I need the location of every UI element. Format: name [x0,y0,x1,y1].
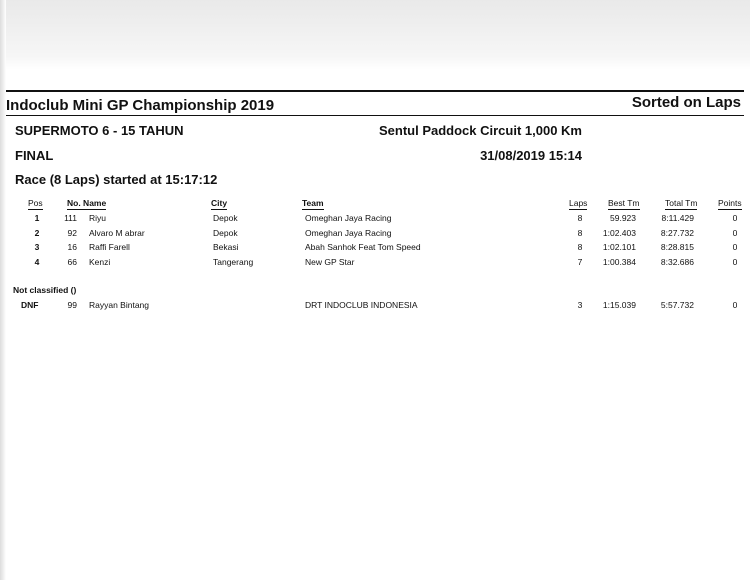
total-time-cell: 5:57.732 [660,300,694,310]
datetime-label: 31/08/2019 15:14 [480,148,582,163]
table-row [0,300,750,314]
laps-cell: 8 [577,228,583,238]
not-classified-heading: Not classified () [13,285,77,295]
table-row [0,228,750,242]
table-row [0,242,750,256]
name-cell: Raffi Farell [89,242,130,252]
col-no-name: No. Name [67,198,107,208]
sort-label: Sorted on Laps [631,94,741,111]
team-cell: Abah Sanhok Feat Tom Speed [305,242,421,252]
total-time-cell: 8:28.815 [660,242,694,252]
total-time-cell: 8:11.429 [661,213,694,223]
col-city: City [211,198,228,208]
name-cell: Alvaro M abrar [89,228,145,238]
col-best: Best Tm [608,198,640,208]
pos-cell: 4 [34,257,40,267]
total-time-cell: 8:27.732 [660,228,694,238]
team-cell: DRT INDOCLUB INDONESIA [305,300,418,310]
name-cell: Riyu [89,213,107,223]
number-cell: 92 [67,228,77,238]
best-time-cell: 1:15.039 [602,300,636,310]
team-cell: Omeghan Jaya Racing [305,228,392,238]
number-cell: 16 [67,242,77,252]
team-cell: Omeghan Jaya Racing [305,213,392,223]
city-cell: Bekasi [213,242,239,252]
points-cell: 0 [732,257,738,267]
table-row [0,257,750,271]
pos-cell: 1 [34,213,40,223]
pos-cell: 3 [34,242,40,252]
best-time-cell: 1:00.384 [602,257,636,267]
circuit-label: Sentul Paddock Circuit 1,000 Km [378,123,582,138]
number-cell: 99 [67,300,77,310]
points-cell: 0 [732,300,738,310]
points-cell: 0 [732,242,738,252]
championship-title: Indoclub Mini GP Championship 2019 [6,97,275,114]
table-row [0,213,750,227]
name-cell: Kenzi [89,257,111,267]
col-team: Team [302,198,324,208]
city-cell: Depok [213,213,238,223]
points-cell: 0 [732,228,738,238]
col-laps: Laps [569,198,588,208]
total-time-cell: 8:32.686 [660,257,694,267]
city-cell: Tangerang [213,257,254,267]
header-bottom-rule [6,115,744,116]
best-time-cell: 59.923 [610,213,636,223]
laps-cell: 3 [577,300,583,310]
race-info: Race (8 Laps) started at 15:17:12 [15,172,218,187]
number-cell: 66 [67,257,77,267]
city-cell: Depok [213,228,238,238]
laps-cell: 7 [577,257,583,267]
page-top-shadow [0,0,750,70]
points-cell: 0 [732,213,738,223]
col-points: Points [718,198,742,208]
page-left-edge [0,0,6,580]
laps-cell: 8 [577,242,583,252]
best-time-cell: 1:02.403 [602,228,636,238]
laps-cell: 8 [577,213,583,223]
number-cell: 111 [64,213,77,223]
pos-cell: 2 [34,228,40,238]
session-label: FINAL [15,148,54,163]
best-time-cell: 1:02.101 [602,242,636,252]
name-cell: Rayyan Bintang [89,300,150,310]
team-cell: New GP Star [305,257,355,267]
pos-cell: DNF [21,300,39,310]
category-label: SUPERMOTO 6 - 15 TAHUN [15,123,184,138]
col-pos: Pos [28,198,43,208]
col-total: Total Tm [665,198,698,208]
header-top-rule [6,90,744,92]
